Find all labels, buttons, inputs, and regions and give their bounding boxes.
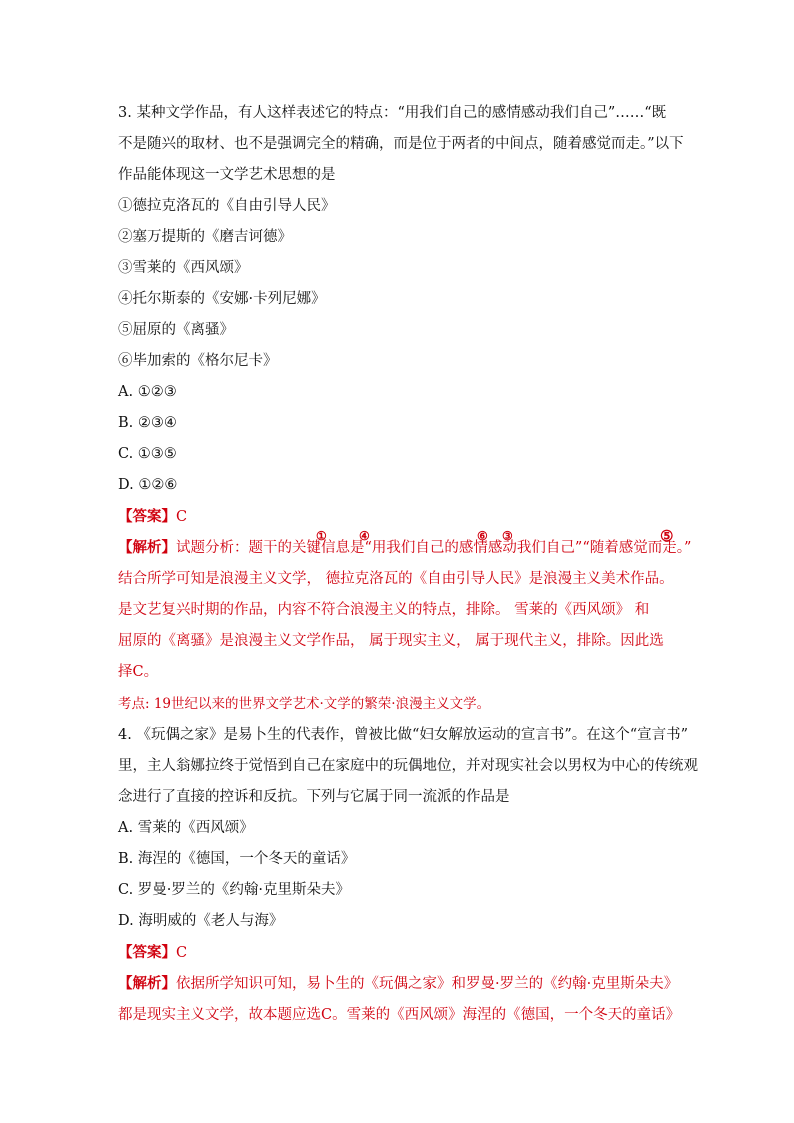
marker-5: ⑤ <box>660 527 674 545</box>
q3-analysis-text-1: 试题分析：题干的关键信息是“用我们自己的感情感动我们自己”“随着感觉而走。” <box>176 540 692 556</box>
q4-option-c: C. 罗曼·罗兰的《约翰·克里斯朵夫》 <box>118 882 351 898</box>
q3-item-2: ②塞万提斯的《磨吉诃德》 <box>118 229 292 245</box>
q3-item-5: ⑤屈原的《离骚》 <box>118 322 234 338</box>
q3-answer-label: 【答案】 <box>118 508 176 525</box>
q3-option-d: D. ①②⑥ <box>118 477 178 493</box>
q4-option-a: A. 雪莱的《西风颂》 <box>118 820 254 836</box>
q3-answer-value: C <box>176 509 188 525</box>
q4-answer-label: 【答案】 <box>118 944 176 961</box>
q4-stem-line-1: 4. 《玩偶之家》是易卜生的代表作，曾被比做“妇女解放运动的宣言书”。在这个“宣言书” <box>118 727 689 743</box>
q4-option-b: B. 海涅的《德国，一个冬天的童话》 <box>118 851 356 867</box>
q3-item-1: ①德拉克洛瓦的《自由引导人民》 <box>118 198 336 214</box>
q3-analysis-line-2: 结合所学可知是浪漫主义文学， 德拉克洛瓦的《自由引导人民》是浪漫主义美术作品。 <box>118 571 674 587</box>
q3-option-a: A. ①②③ <box>118 384 177 400</box>
q3-option-c: C. ①③⑤ <box>118 446 177 462</box>
q3-analysis-line-1 <box>118 539 691 557</box>
q3-kaodian: 考点: 19世纪以来的世界文学艺术·文学的繁荣·浪漫主义文学。 <box>118 696 491 712</box>
q4-stem-line-2: 里，主人翁娜拉终于觉悟到自己在家庭中的玩偶地位，并对现实社会以男权为中心的传统观 <box>118 758 698 774</box>
q4-option-d: D. 海明威的《老人与海》 <box>118 913 284 929</box>
q3-item-6: ⑥毕加索的《格尔尼卡》 <box>118 353 278 369</box>
marker-3: ③ <box>502 529 513 543</box>
q3-answer <box>118 508 187 526</box>
q4-stem-line-3: 念进行了直接的控诉和反抗。下列与它属于同一流派的作品是 <box>118 789 510 805</box>
q4-analysis-line-1 <box>118 975 678 993</box>
q3-item-3: ③雪莱的《西风颂》 <box>118 260 249 276</box>
marker-4: ④ <box>359 529 370 543</box>
q4-analysis-label: 【解析】 <box>118 975 176 992</box>
q3-analysis-line-3: 是文艺复兴时期的作品，内容不符合浪漫主义的特点，排除。 雪莱的《西风颂》 和 <box>118 602 650 618</box>
q4-analysis-line-2: 都是现实主义文学，故本题应选C。雪莱的《西风颂》海涅的《德国，一个冬天的童话》 <box>118 1007 681 1023</box>
q4-answer <box>118 944 187 962</box>
q3-stem-line-3: 作品能体现这一文学艺术思想的是 <box>118 167 336 183</box>
marker-1: ① <box>316 529 327 543</box>
q4-answer-value: C <box>176 945 188 961</box>
q3-analysis-line-4: 屈原的《离骚》是浪漫主义文学作品， 属于现实主义， 属于现代主义，排除。因此选 <box>118 633 664 649</box>
q3-option-b: B. ②③④ <box>118 415 177 431</box>
q4-analysis-text-1: 依据所学知识可知，易卜生的《玩偶之家》和罗曼·罗兰的《约翰·克里斯朵夫》 <box>176 976 679 992</box>
q3-stem-line-1: 3. 某种文学作品，有人这样表述它的特点：“用我们自己的感情感动我们自己”……“既 <box>118 105 667 121</box>
q3-item-4: ④托尔斯泰的《安娜·卡列尼娜》 <box>118 291 326 307</box>
q3-analysis-label: 【解析】 <box>118 539 176 556</box>
marker-6: ⑥ <box>477 529 488 543</box>
q3-stem-line-2: 不是随兴的取材、也不是强调完全的精确，而是位于两者的中间点，随着感觉而走。”以下 <box>118 136 684 152</box>
q3-analysis-line-5: 择C。 <box>118 664 159 680</box>
